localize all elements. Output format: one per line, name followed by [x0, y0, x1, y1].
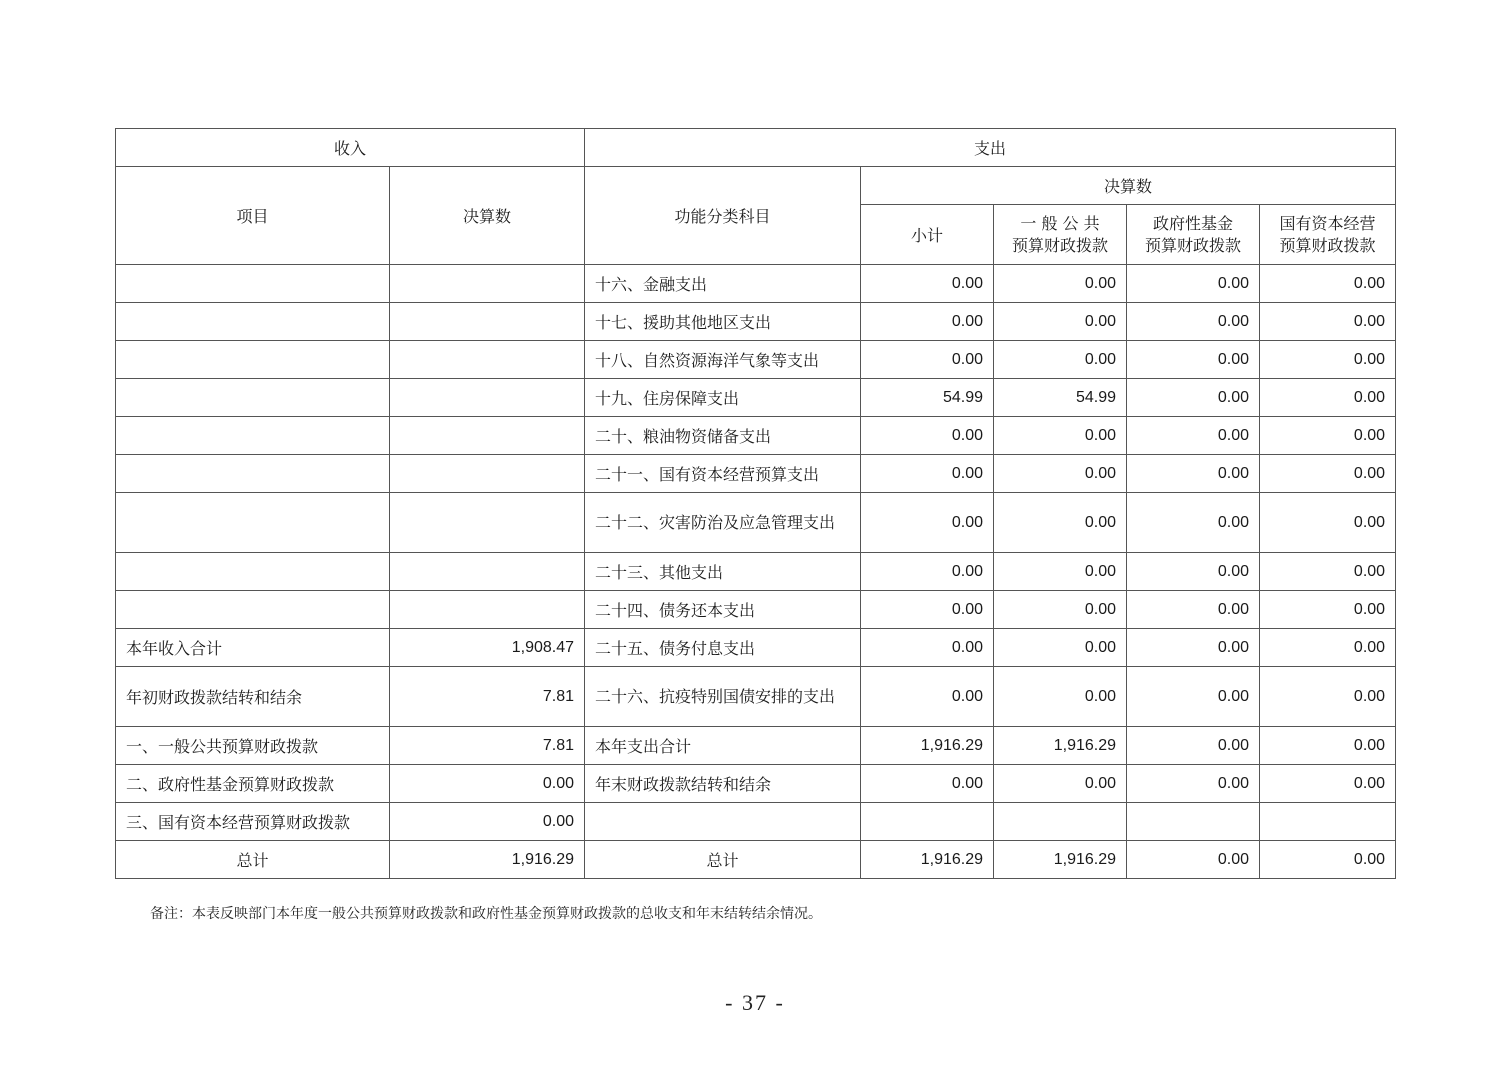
fund-cell: 0.00	[1127, 265, 1260, 303]
table-note: 备注：本表反映部门本年度一般公共预算财政拨款和政府性基金预算财政拨款的总收支和年末结转结余情况。	[150, 906, 822, 922]
subtotal-cell	[861, 803, 994, 841]
subtotal-cell: 0.00	[861, 303, 994, 341]
category-cell: 十六、金融支出	[585, 265, 861, 303]
category-cell: 十九、住房保障支出	[585, 379, 861, 417]
total-category: 总计	[585, 841, 861, 879]
final-amount-header: 决算数	[390, 167, 585, 265]
fund-cell: 0.00	[1127, 553, 1260, 591]
amount-cell: 7.81	[390, 667, 585, 727]
general-public-header-line1: 一 般 公 共	[1020, 213, 1100, 233]
subtotal-cell: 0.00	[861, 493, 994, 553]
capital-cell: 0.00	[1260, 765, 1396, 803]
amount-cell: 0.00	[390, 803, 585, 841]
category-cell: 二十四、债务还本支出	[585, 591, 861, 629]
total-item: 总计	[116, 841, 390, 879]
amount-cell	[390, 493, 585, 553]
fund-cell: 0.00	[1127, 765, 1260, 803]
amount-cell: 1,908.47	[390, 629, 585, 667]
general-cell: 0.00	[994, 341, 1127, 379]
table-row	[116, 265, 1396, 303]
state-capital-header-line1: 国有资本经营	[1279, 213, 1376, 233]
item-header: 项目	[116, 167, 390, 265]
page-number: - 37 -	[725, 990, 785, 1015]
table-row	[116, 379, 1396, 417]
subtotal-cell: 0.00	[861, 341, 994, 379]
item-cell	[116, 341, 390, 379]
item-cell	[116, 553, 390, 591]
subtotal-cell: 0.00	[861, 591, 994, 629]
item-cell	[116, 265, 390, 303]
capital-cell: 0.00	[1260, 591, 1396, 629]
category-cell: 二十六、抗疫特别国债安排的支出	[585, 667, 861, 727]
final-amount-group-header: 决算数	[861, 167, 1396, 205]
item-cell: 三、国有资本经营预算财政拨款	[116, 803, 390, 841]
general-cell: 0.00	[994, 553, 1127, 591]
total-general: 1,916.29	[994, 841, 1127, 879]
amount-cell	[390, 265, 585, 303]
fund-cell	[1127, 803, 1260, 841]
capital-cell: 0.00	[1260, 265, 1396, 303]
table-row	[116, 493, 1396, 553]
table-row	[116, 727, 1396, 765]
item-cell	[116, 455, 390, 493]
table-row	[116, 667, 1396, 727]
table-row	[116, 341, 1396, 379]
table-row	[116, 591, 1396, 629]
item-cell: 年初财政拨款结转和结余	[116, 667, 390, 727]
general-cell: 0.00	[994, 629, 1127, 667]
table-body	[116, 265, 1396, 841]
subtotal-cell: 0.00	[861, 417, 994, 455]
fund-cell: 0.00	[1127, 629, 1260, 667]
budget-table	[115, 128, 1396, 879]
header-row-1	[116, 129, 1396, 167]
amount-cell	[390, 303, 585, 341]
category-cell: 二十、粮油物资储备支出	[585, 417, 861, 455]
table-row	[116, 303, 1396, 341]
fund-cell: 0.00	[1127, 667, 1260, 727]
capital-cell: 0.00	[1260, 455, 1396, 493]
header-row-2	[116, 167, 1396, 205]
capital-cell: 0.00	[1260, 667, 1396, 727]
fund-cell: 0.00	[1127, 493, 1260, 553]
category-cell: 二十五、债务付息支出	[585, 629, 861, 667]
subtotal-cell: 1,916.29	[861, 727, 994, 765]
total-capital: 0.00	[1260, 841, 1396, 879]
total-row	[116, 841, 1396, 879]
general-public-header	[994, 205, 1127, 265]
capital-cell: 0.00	[1260, 341, 1396, 379]
category-cell: 本年支出合计	[585, 727, 861, 765]
category-cell	[585, 803, 861, 841]
expense-header: 支出	[585, 129, 1396, 167]
general-cell: 0.00	[994, 765, 1127, 803]
total-amount: 1,916.29	[390, 841, 585, 879]
general-cell: 0.00	[994, 265, 1127, 303]
gov-fund-header-line2: 预算财政拨款	[1145, 235, 1242, 255]
category-cell: 二十三、其他支出	[585, 553, 861, 591]
gov-fund-header	[1127, 205, 1260, 265]
total-subtotal: 1,916.29	[861, 841, 994, 879]
general-cell: 0.00	[994, 591, 1127, 629]
amount-cell	[390, 379, 585, 417]
fund-cell: 0.00	[1127, 455, 1260, 493]
category-cell: 二十一、国有资本经营预算支出	[585, 455, 861, 493]
fund-cell: 0.00	[1127, 341, 1260, 379]
subtotal-header: 小计	[861, 205, 994, 265]
category-cell: 十八、自然资源海洋气象等支出	[585, 341, 861, 379]
amount-cell: 7.81	[390, 727, 585, 765]
item-cell: 一、一般公共预算财政拨款	[116, 727, 390, 765]
table-row	[116, 553, 1396, 591]
table-row	[116, 417, 1396, 455]
category-cell: 年末财政拨款结转和结余	[585, 765, 861, 803]
capital-cell	[1260, 803, 1396, 841]
subtotal-cell: 0.00	[861, 455, 994, 493]
item-cell: 本年收入合计	[116, 629, 390, 667]
item-cell	[116, 591, 390, 629]
total-fund: 0.00	[1127, 841, 1260, 879]
subtotal-cell: 0.00	[861, 629, 994, 667]
subtotal-cell: 0.00	[861, 765, 994, 803]
general-cell: 0.00	[994, 417, 1127, 455]
amount-cell	[390, 417, 585, 455]
amount-cell	[390, 455, 585, 493]
fund-cell: 0.00	[1127, 379, 1260, 417]
capital-cell: 0.00	[1260, 493, 1396, 553]
capital-cell: 0.00	[1260, 417, 1396, 455]
capital-cell: 0.00	[1260, 379, 1396, 417]
capital-cell: 0.00	[1260, 553, 1396, 591]
capital-cell: 0.00	[1260, 727, 1396, 765]
category-cell: 十七、援助其他地区支出	[585, 303, 861, 341]
general-public-header-line2: 预算财政拨款	[1012, 235, 1109, 255]
general-cell: 0.00	[994, 455, 1127, 493]
capital-cell: 0.00	[1260, 303, 1396, 341]
state-capital-header	[1260, 205, 1396, 265]
subtotal-cell: 0.00	[861, 667, 994, 727]
item-cell	[116, 379, 390, 417]
fund-cell: 0.00	[1127, 417, 1260, 455]
general-cell	[994, 803, 1127, 841]
fund-cell: 0.00	[1127, 727, 1260, 765]
amount-cell: 0.00	[390, 765, 585, 803]
table-row	[116, 803, 1396, 841]
table-row	[116, 765, 1396, 803]
item-cell	[116, 303, 390, 341]
general-cell: 0.00	[994, 667, 1127, 727]
subtotal-cell: 0.00	[861, 553, 994, 591]
general-cell: 1,916.29	[994, 727, 1127, 765]
item-cell: 二、政府性基金预算财政拨款	[116, 765, 390, 803]
subtotal-cell: 0.00	[861, 265, 994, 303]
fund-cell: 0.00	[1127, 303, 1260, 341]
item-cell	[116, 417, 390, 455]
amount-cell	[390, 341, 585, 379]
category-cell: 二十二、灾害防治及应急管理支出	[585, 493, 861, 553]
general-cell: 54.99	[994, 379, 1127, 417]
table-row	[116, 629, 1396, 667]
fund-cell: 0.00	[1127, 591, 1260, 629]
income-header: 收入	[116, 129, 585, 167]
subtotal-cell: 54.99	[861, 379, 994, 417]
gov-fund-header-line1: 政府性基金	[1153, 213, 1234, 233]
func-category-header: 功能分类科目	[585, 167, 861, 265]
item-cell	[116, 493, 390, 553]
amount-cell	[390, 591, 585, 629]
amount-cell	[390, 553, 585, 591]
state-capital-header-line2: 预算财政拨款	[1279, 235, 1376, 255]
table-row	[116, 455, 1396, 493]
general-cell: 0.00	[994, 303, 1127, 341]
capital-cell: 0.00	[1260, 629, 1396, 667]
general-cell: 0.00	[994, 493, 1127, 553]
